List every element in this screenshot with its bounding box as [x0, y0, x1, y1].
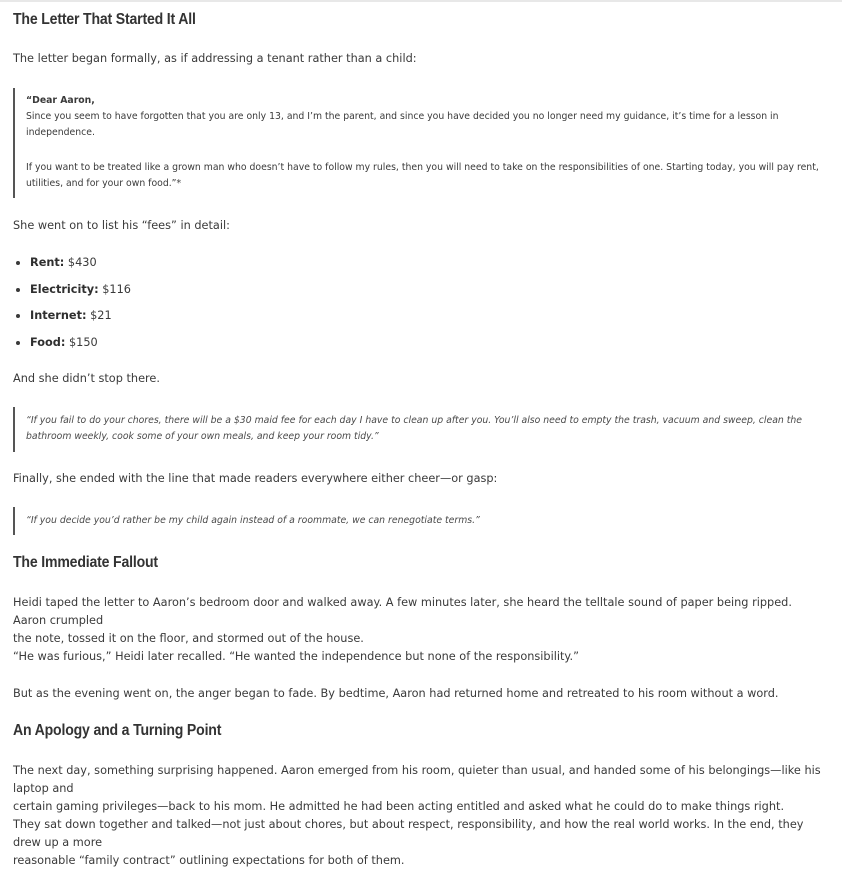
chores-quote-line: bathroom weekly, cook some of your own meals, and keep your room tidy.” — [26, 431, 379, 442]
paragraph-fees-intro: She went on to list his “fees” in detail: — [13, 219, 230, 232]
chores-quote-line: “If you fail to do your chores, there will be a $30 maid fee for each day I have to clean up after you. You’ll also need to empty the trash, vacuum and sweep, clean the — [26, 415, 803, 426]
paragraph-letter-intro: The letter began formally, as if addressing a tenant rather than a child: — [13, 52, 417, 65]
fee-label: Rent: — [30, 256, 65, 269]
paragraph-line: They sat down together and talked—not just about chores, but about respect, responsibility, and how the real world works. In the end, they drew up a more — [13, 818, 804, 849]
letter-salutation: “Dear Aaron, — [26, 95, 95, 106]
paragraph-line: reasonable “family contract” outlining expectations for both of them. — [13, 854, 405, 867]
paragraph-line: the note, tossed it on the floor, and stormed out of the house. — [13, 632, 364, 645]
chores-blockquote — [13, 407, 820, 452]
top-divider — [0, 0, 842, 2]
fee-value: $21 — [90, 309, 112, 322]
fees-list — [13, 254, 131, 360]
paragraph-fallout-3: But as the evening went on, the anger began to fade. By bedtime, Aaron had returned home and retreated to his room without a word. — [13, 687, 779, 700]
fee-value: $116 — [102, 282, 131, 296]
paragraph-line: certain gaming privileges—back to his mom. He admitted he had been acting entitled and asked what he could do to make things right. — [13, 800, 785, 813]
fee-item-food — [13, 334, 131, 361]
renegotiate-quote-line: “If you decide you’d rather be my child again instead of a roommate, we can renegotiate terms.” — [26, 515, 480, 526]
fee-item-electricity — [13, 281, 131, 308]
paragraph-apology-2 — [13, 816, 833, 870]
paragraph-no-stop: And she didn’t stop there. — [13, 372, 160, 385]
letter-line: If you want to be treated like a grown man who doesn’t have to follow my rules, then you will need to take on the responsibilities of one. Starting today, you will pay rent, — [26, 162, 819, 173]
section-heading-letter: The Letter That Started It All — [13, 11, 196, 28]
paragraph-fallout-2: “He was furious,” Heidi later recalled. “He wanted the independence but none of the responsibility.” — [13, 650, 579, 663]
letter-line: Since you seem to have forgotten that you are only 13, and I’m the parent, and since you have decided you no longer need my guidance, it’s time for a lesson in — [26, 111, 779, 122]
paragraph-finally: Finally, she ended with the line that made readers everywhere either cheer—or gasp: — [13, 472, 498, 485]
paragraph-fallout-1 — [13, 594, 828, 648]
fee-item-rent — [13, 254, 131, 281]
fee-label: Electricity: — [30, 282, 99, 296]
fee-value: $430 — [67, 256, 97, 269]
letter-line: independence. — [26, 127, 95, 138]
fee-label: Food: — [30, 335, 66, 349]
letter-line: utilities, and for your own food.”* — [26, 178, 182, 189]
paragraph-line: The next day, something surprising happened. Aaron emerged from his room, quieter than usual, and handed some of his belongings—like his laptop and — [13, 764, 821, 795]
fee-label: Internet: — [30, 309, 87, 322]
section-heading-apology: An Apology and a Turning Point — [13, 722, 222, 739]
letter-blockquote — [13, 88, 820, 198]
renegotiate-blockquote — [13, 507, 820, 535]
fee-value: $150 — [68, 335, 98, 349]
section-heading-fallout: The Immediate Fallout — [13, 554, 158, 571]
paragraph-apology-1 — [13, 762, 828, 816]
fee-item-internet — [13, 307, 131, 334]
paragraph-line: Heidi taped the letter to Aaron’s bedroom door and walked away. A few minutes later, she heard the telltale sound of paper being ripped. Aaron crumpled — [13, 596, 792, 627]
